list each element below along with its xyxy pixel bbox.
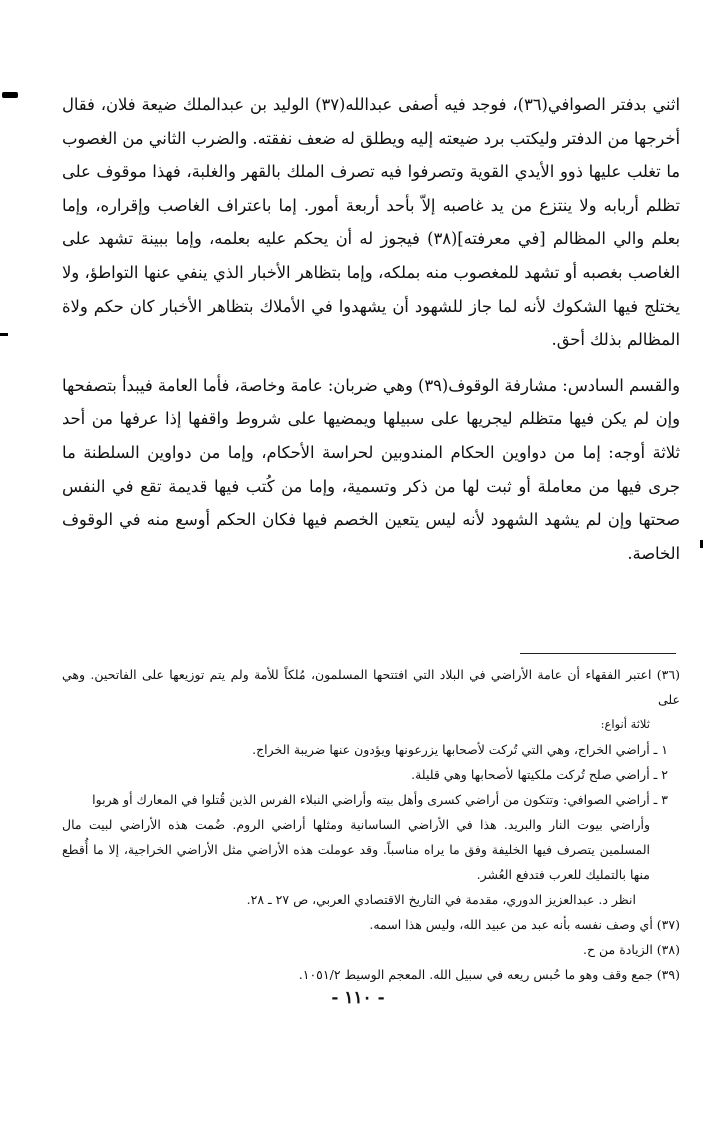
footnote-separator — [520, 653, 676, 654]
margin-mark — [700, 540, 703, 548]
footnote-36-reference: انظر د. عبدالعزيز الدوري، مقدمة في التاريخ الاقتصادي العربي، ص ٢٧ ـ ٢٨. — [246, 892, 636, 907]
footnote-39: (٣٩) جمع وقف وهو ما حُبس ريعه في سبيل الله. المعجم الوسيط ١٠٥١/٢. — [298, 967, 680, 982]
margin-mark — [2, 92, 18, 98]
footnote-36-item-2: ٢ ـ أراضي صلح تُركت ملكيتها لأصحابها وهي قليلة. — [411, 767, 668, 782]
footnote-36-item-1: ١ ـ أراضي الخراج، وهي التي تُركت لأصحابها يزرعونها ويؤدون عنها ضريبة الخراج. — [252, 742, 668, 757]
footnote-36-item-3: ٣ ـ أراضي الصوافي: وتتكون من أراضي كسرى وأهل بيته وأراضي النبلاء الفرس الذين قُتلوا في المعارك أو هربوا — [92, 792, 668, 807]
footnote-36: (٣٦) اعتبر الفقهاء أن عامة الأراضي في البلاد التي افتتحها المسلمون، مُلكاً للأمة ولم يتم توزيعها على الفاتحين. وهي على — [62, 667, 680, 707]
page-number: - ١١٠ - — [331, 988, 385, 1008]
footnotes — [62, 662, 680, 987]
margin-mark — [0, 333, 8, 336]
footnote-36-item-3-continued: وأراضي بيوت النار والبريد. هذا في الأراضي الساسانية ومثلها أراضي الروم. ضُمت هذه الأراضي لبيت مال المسلمين يتصرف فيها الخليفة وفق ما يراه مناسباً. وقد عوملت هذه الأراضي مثل الأراضي الخراجية، إلا ما أُقطع منها بالتمليك للعرب فتدفع العُشر. — [62, 817, 650, 882]
footnote-36-subheading: ثلاثة أنواع: — [600, 717, 650, 731]
paragraph-2: والقسم السادس: مشارفة الوقوف(٣٩) وهي ضربان: عامة وخاصة، فأما العامة فيبدأ بتصفحها وإن لم يكن فيها متظلم ليجريها على سبيلها ويمضيها على شروط واقفها إذا عرفها من أحد ثلاثة أوجه: إما من دواوين الحكام المندوبين لحراسة الأحكام، وإما من دواوين السلطنة ما جرى فيها من معاملة أو ثبت لها من ذكر وتسمية، وإما من كُتب فيها قديمة تقع في النفس صحتها وإن لم يشهد الشهود لأنه ليس يتعين الخصم فيها فكان الحكم أوسع منه في الوقوف الخاصة. — [62, 375, 680, 563]
footnote-37: (٣٧) أي وصف نفسه بأنه عبد من عبيد الله، وليس هذا اسمه. — [369, 917, 680, 932]
paragraph-1: اثني بدفتر الصوافي(٣٦)، فوجد فيه أصفى عبدالله(٣٧) الوليد بن عبدالملك ضيعة فلان، فقال أخرجها من الدفتر وليكتب برد ضيعته إليه ويطلق له ضعف نفقته. والضرب الثاني من الغصوب ما تغلب عليها ذوو الأيدي القوية وتصرفوا فيه تصرف الملك بالقهر والغلبة، فهذا موقوف على تظلم أربابه ولا ينتزع من يد غاصبه إلاّ بأحد أربعة أمور. إما باعتراف الغاصب وإقراره، وإما بعلم والي المظالم [في معرفته](٣٨) فيجوز له أن يحكم عليه بعلمه، وإما ببينة تشهد على الغاصب بغصبه أو تشهد للمغصوب منه بملكه، وإما بتظاهر الأخبار الذي ينفي عنها التواطؤ، ولا يختلج فيها الشكوك لأنه لما جاز للشهود أن يشهدوا في الأملاك بتظاهر الأخبار كان حكم ولاة المظالم بذلك أحق. — [62, 95, 681, 350]
footnote-38: (٣٨) الزيادة من ح. — [583, 942, 680, 957]
main-text — [62, 88, 680, 570]
